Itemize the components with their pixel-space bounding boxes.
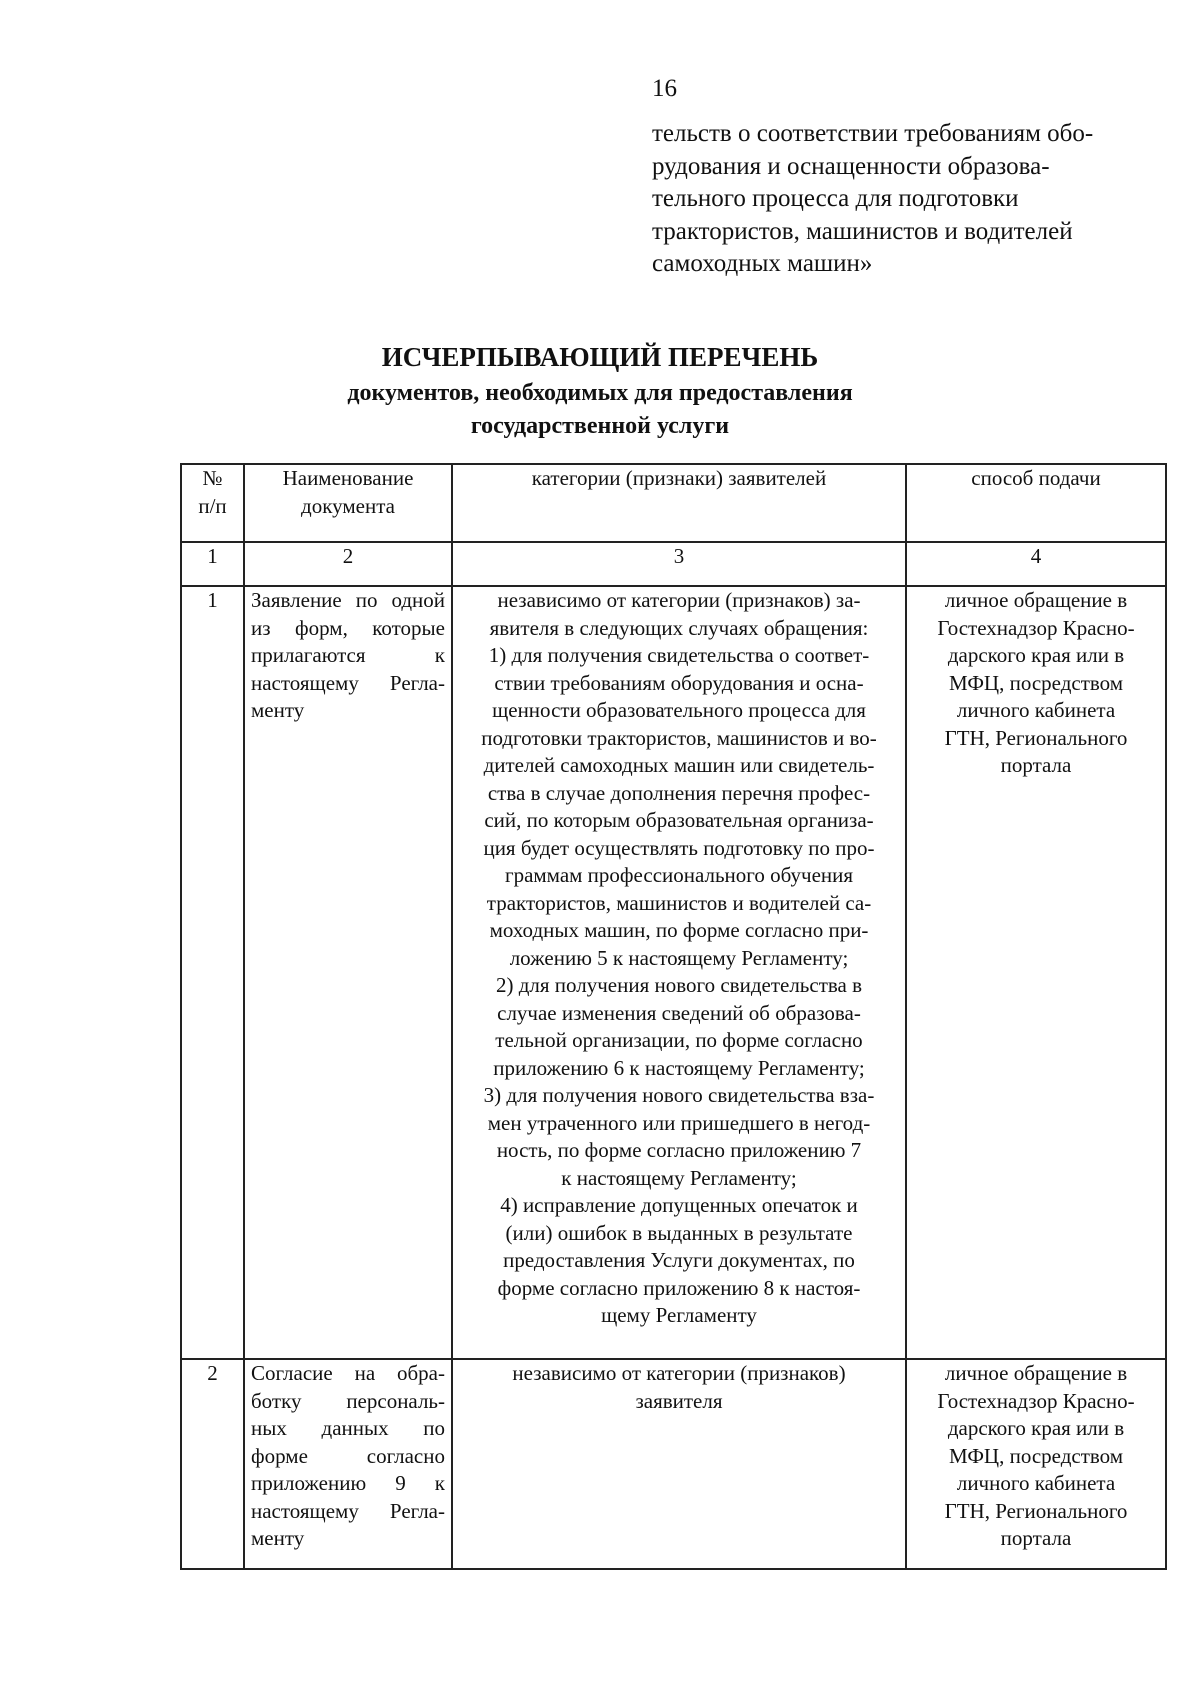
- document-title: ИСЧЕРПЫВАЮЩИЙ ПЕРЕЧЕНЬ: [381, 342, 819, 372]
- row-category-line: трактористов, машинистов и водителей са-: [486, 890, 872, 915]
- row-num: 1: [181, 586, 244, 1359]
- column-index: 1: [181, 542, 244, 586]
- row-name-line: форме согласно: [251, 1443, 445, 1468]
- row-submission-line: портала: [1000, 753, 1072, 777]
- documents-table: [180, 463, 1167, 1570]
- row-category-line: 1) для получения свидетельства о соответ-: [488, 643, 870, 667]
- row-submission-line: дарского края или в: [947, 1416, 1125, 1440]
- row-name-line: настоящему Регла-: [251, 1498, 445, 1523]
- row-category-line: случае изменения сведений об образова-: [497, 1000, 861, 1025]
- row-category-line: мен утраченного или пришедшего в негод-: [487, 1110, 871, 1135]
- row-name-line: ботку персональ-: [251, 1388, 445, 1413]
- header-note-line: самоходных машин»: [652, 250, 873, 277]
- row-submission-line: Гостехнадзор Красно-: [937, 615, 1135, 640]
- row-category-line: независимо от категории (признаков): [512, 1361, 846, 1385]
- subtitle-line: документов, необходимых для предоставления: [347, 380, 853, 406]
- column-index: 2: [244, 542, 452, 586]
- table-index-row: [181, 542, 1166, 586]
- header-num: [181, 464, 244, 542]
- row-category: [452, 1359, 906, 1569]
- row-submission-line: личного кабинета: [956, 1471, 1116, 1495]
- row-submission-line: личное обращение в: [944, 1361, 1128, 1385]
- header-category: категории (признаки) заявителей: [452, 464, 906, 542]
- row-submission-line: МФЦ, посредством: [948, 1443, 1124, 1468]
- row-name-line: из форм, которые: [251, 615, 445, 640]
- row-category-line: дителей самоходных машин или свидетель-: [483, 753, 875, 777]
- row-category-line: ность, по форме согласно приложению 7: [496, 1138, 862, 1162]
- row-category-line: приложению 6 к настоящему Регламенту;: [493, 1055, 865, 1080]
- row-submission-line: личного кабинета: [956, 698, 1116, 722]
- header-submission: способ подачи: [906, 464, 1166, 542]
- page-number: 16: [652, 75, 677, 102]
- column-index: 3: [452, 542, 906, 586]
- header-num-line: п/п: [198, 493, 227, 518]
- header-note-line: тельного процесса для подготовки: [652, 185, 1019, 212]
- row-name-line: прилагаются к: [251, 643, 445, 667]
- row-submission-line: ГТН, Регионального: [944, 725, 1128, 750]
- header-note-line: рудования и оснащенности образова-: [652, 152, 1050, 180]
- row-category-line: щенности образовательного процесса для: [492, 698, 866, 722]
- subtitle-line: государственной услуги: [470, 413, 730, 439]
- row-name-line: ных данных по: [251, 1416, 445, 1440]
- row-num: 2: [181, 1359, 244, 1569]
- row-category-line: подготовки трактористов, машинистов и во-: [481, 725, 877, 750]
- row-category-line: 2) для получения нового свидетельства в: [495, 973, 863, 997]
- row-category-line: независимо от категории (признаков) за-: [497, 588, 861, 612]
- row-name-line: менту: [251, 1526, 305, 1550]
- row-category-line: тельной организации, по форме согласно: [495, 1028, 863, 1052]
- row-name-line: Согласие на обра-: [251, 1361, 445, 1385]
- row-submission-line: портала: [1000, 1526, 1072, 1550]
- row-category-line: 4) исправление допущенных опечаток и: [500, 1193, 858, 1217]
- row-category-line: ства в случае дополнения перечня профес-: [487, 780, 871, 805]
- row-category-line: к настоящему Регламенту;: [561, 1165, 797, 1190]
- row-submission-line: Гостехнадзор Красно-: [937, 1388, 1135, 1413]
- header-num-line: №: [202, 466, 223, 490]
- row-category-line: щему Регламенту: [601, 1303, 757, 1327]
- row-category-line: ствии требованиям оборудования и осна-: [494, 670, 864, 695]
- row-submission-line: личное обращение в: [944, 588, 1128, 612]
- row-category-line: ложению 5 к настоящему Регламенту;: [509, 945, 849, 970]
- table-header-row: [181, 464, 1166, 542]
- row-category-line: заявителя: [635, 1388, 723, 1413]
- row-category-line: граммам профессионального обучения: [504, 863, 854, 887]
- document-subtitle: [0, 377, 1200, 443]
- row-submission-line: МФЦ, посредством: [948, 670, 1124, 695]
- row-name-line: приложению 9 к: [251, 1471, 445, 1495]
- header-name-line: документа: [301, 493, 395, 518]
- row-category-line: сий, по которым образовательная организа-: [484, 808, 874, 832]
- table-row: [181, 1359, 1166, 1569]
- row-category-line: форме согласно приложению 8 к настоя-: [497, 1275, 861, 1300]
- row-category-line: 3) для получения нового свидетельства вза-: [483, 1083, 875, 1107]
- row-submission: [906, 1359, 1166, 1569]
- row-submission-line: ГТН, Регионального: [944, 1498, 1128, 1523]
- row-name: [244, 1359, 452, 1569]
- row-category-line: ция будет осуществлять подготовку по про-: [483, 835, 875, 860]
- header-note-line: тельств о соответствии требованиям обо-: [652, 120, 1094, 147]
- row-submission-line: дарского края или в: [947, 643, 1125, 667]
- row-submission: [906, 586, 1166, 1359]
- row-name-line: менту: [251, 698, 305, 722]
- header-note-line: трактористов, машинистов и водителей: [652, 217, 1073, 245]
- row-category-line: моходных машин, по форме согласно при-: [489, 918, 869, 942]
- row-category-line: (или) ошибок в выданных в результате: [505, 1220, 853, 1245]
- column-index: 4: [906, 542, 1166, 586]
- row-category: [452, 586, 906, 1359]
- row-category-line: явителя в следующих случаях обращения:: [489, 615, 869, 640]
- row-name-line: Заявление по одной: [251, 588, 445, 612]
- row-name-line: настоящему Регла-: [251, 670, 445, 695]
- header-name: [244, 464, 452, 542]
- header-note: [652, 118, 1172, 281]
- row-category-line: предоставления Услуги документах, по: [503, 1248, 855, 1272]
- table-row: [181, 586, 1166, 1359]
- row-name: [244, 586, 452, 1359]
- header-name-line: Наименование: [282, 466, 414, 490]
